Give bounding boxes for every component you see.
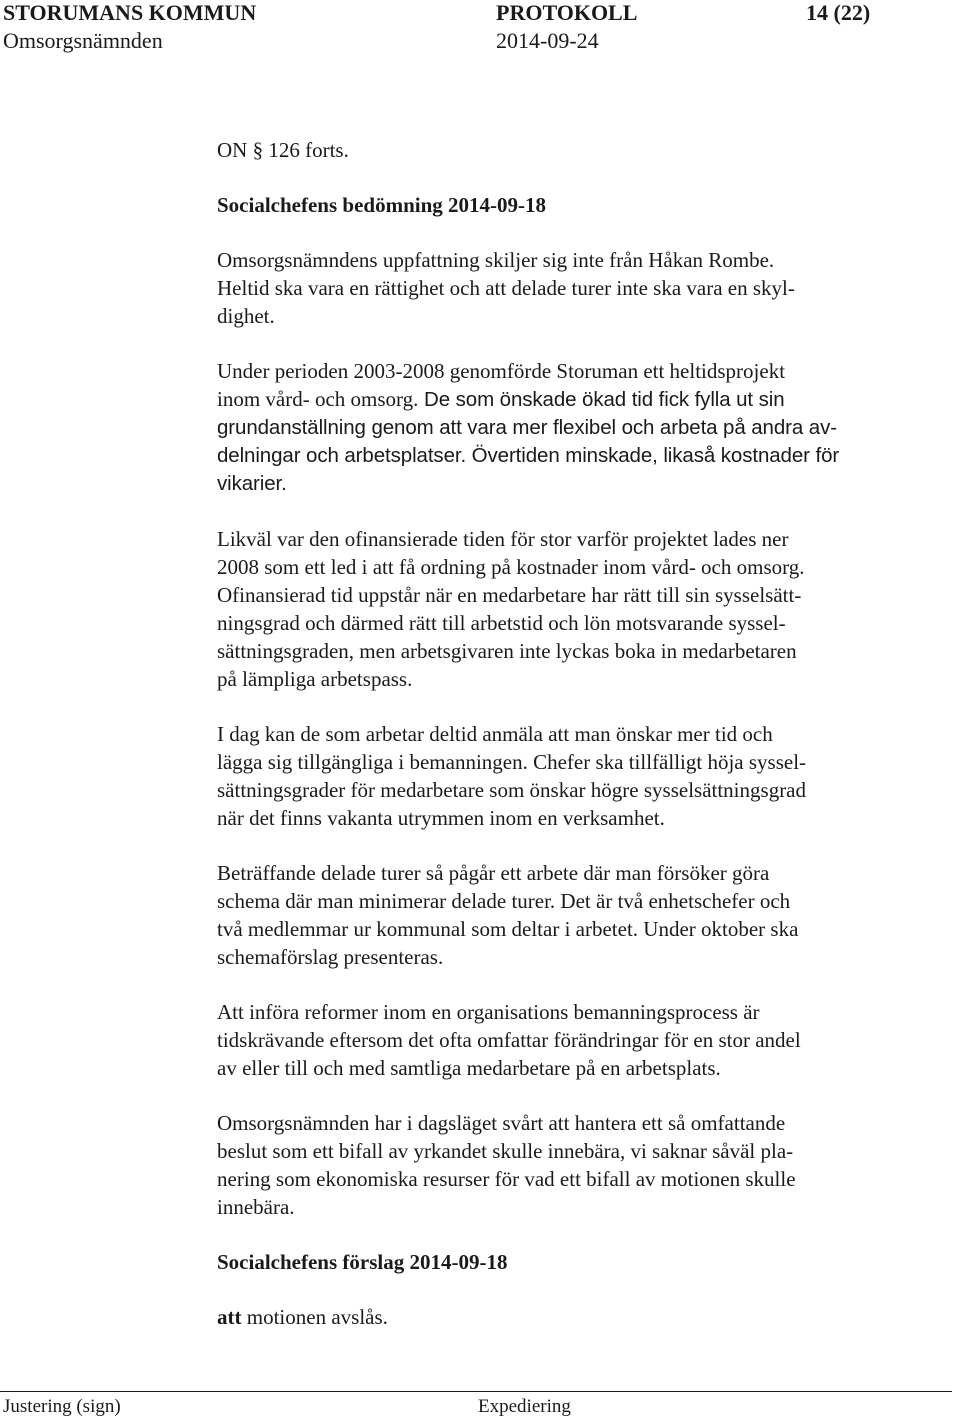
paragraph-line-serif: inom vård- och omsorg. [217, 387, 419, 411]
paragraph-line: beslut som ett bifall av yrkandet skulle innebära, vi saknar såväl pla- [217, 1139, 794, 1163]
paragraph-1 [217, 246, 907, 330]
paragraph-6 [217, 998, 907, 1082]
paragraph-7 [217, 1109, 907, 1221]
paragraph-line: Likväl var den ofinansierade tiden för stor varför projektet lades ner [217, 527, 789, 551]
footer-justering: Justering (sign) [3, 1396, 121, 1417]
committee-name: Omsorgsnämnden [3, 28, 163, 53]
case-reference-text: ON § 126 forts. [217, 138, 349, 162]
paragraph-line: dighet. [217, 304, 275, 328]
paragraph-line: Under perioden 2003-2008 genomförde Storuman ett heltidsprojekt [217, 359, 786, 383]
paragraph-line: schemaförslag presenteras. [217, 945, 444, 969]
meeting-date: 2014-09-24 [496, 28, 599, 53]
paragraph-3 [217, 525, 907, 693]
proposal-line [217, 1303, 907, 1331]
paragraph-line: schema där man minimerar delade turer. Det är två enhetschefer och [217, 889, 791, 913]
paragraph-2 [217, 357, 907, 498]
document-body [217, 136, 907, 1358]
paragraph-line: tidskrävande eftersom det ofta omfattar förändringar för en stor andel [217, 1028, 801, 1052]
paragraph-line: I dag kan de som arbetar deltid anmäla att man önskar mer tid och [217, 722, 773, 746]
proposal-heading-text: Socialchefens förslag 2014-09-18 [217, 1250, 508, 1274]
case-reference [217, 136, 907, 164]
paragraph-line-sans: De som önskade ökad tid fick fylla ut sin [418, 388, 785, 411]
proposal-text: motionen avslås. [241, 1305, 388, 1329]
paragraph-line: Beträffande delade turer så pågår ett arbete där man försöker göra [217, 861, 770, 885]
paragraph-line: sättningsgraden, men arbetsgivaren inte lyckas boka in medarbetaren [217, 639, 797, 663]
assessment-heading [217, 191, 907, 219]
assessment-heading-text: Socialchefens bedömning 2014-09-18 [217, 193, 547, 217]
paragraph-line: Att införa reformer inom en organisations bemanningsprocess är [217, 1000, 760, 1024]
paragraph-5 [217, 859, 907, 971]
paragraph-line: sättningsgrader för medarbetare som önskar högre sysselsättningsgrad [217, 778, 807, 802]
paragraph-line: ningsgrad och därmed rätt till arbetstid och lön motsvarande syssel- [217, 611, 786, 635]
proposal-att-keyword: att [217, 1305, 242, 1329]
paragraph-line: lägga sig tillgängliga i bemanningen. Chefer ska tillfälligt höja syssel- [217, 750, 807, 774]
paragraph-line: Heltid ska vara en rättighet och att delade turer inte ska vara en skyl- [217, 276, 795, 300]
page-header-top [0, 0, 960, 26]
footer-divider [0, 1391, 952, 1392]
paragraph-line: två medlemmar ur kommunal som deltar i arbetet. Under oktober ska [217, 917, 799, 941]
paragraph-line: Omsorgsnämndens uppfattning skiljer sig inte från Håkan Rombe. [217, 248, 775, 272]
paragraph-line: när det finns vakanta utrymmen inom en verksamhet. [217, 806, 665, 830]
page-number: 14 (22) [806, 0, 871, 25]
paragraph-line: 2008 som ett led i att få ordning på kostnader inom vård- och omsorg. [217, 555, 805, 579]
paragraph-4 [217, 720, 907, 832]
paragraph-line: Ofinansierad tid uppstår när en medarbetare har rätt till sin sysselsätt- [217, 583, 802, 607]
proposal-decision [217, 1303, 907, 1331]
paragraph-line: på lämpliga arbetspass. [217, 667, 413, 691]
paragraph-line: innebära. [217, 1195, 295, 1219]
paragraph-line: delningar och arbetsplatser. Övertiden minskade, likaså kostnader för [217, 444, 840, 467]
document-type: PROTOKOLL [496, 0, 638, 25]
proposal-heading [217, 1248, 907, 1276]
paragraph-line: vikarier. [217, 472, 287, 495]
paragraph-line: av eller till och med samtliga medarbetare på en arbetsplats. [217, 1056, 721, 1080]
municipality-name: STORUMANS KOMMUN [3, 0, 257, 25]
paragraph-line-mixed [217, 385, 907, 414]
footer-expediering: Expediering [478, 1396, 571, 1417]
paragraph-line: nering som ekonomiska resurser för vad ett bifall av motionen skulle [217, 1167, 796, 1191]
paragraph-line: grundanställning genom att vara mer flexibel och arbeta på andra av- [217, 416, 837, 439]
page-header-bottom [0, 28, 960, 54]
paragraph-line: Omsorgsnämnden har i dagsläget svårt att hantera ett så omfattande [217, 1111, 786, 1135]
